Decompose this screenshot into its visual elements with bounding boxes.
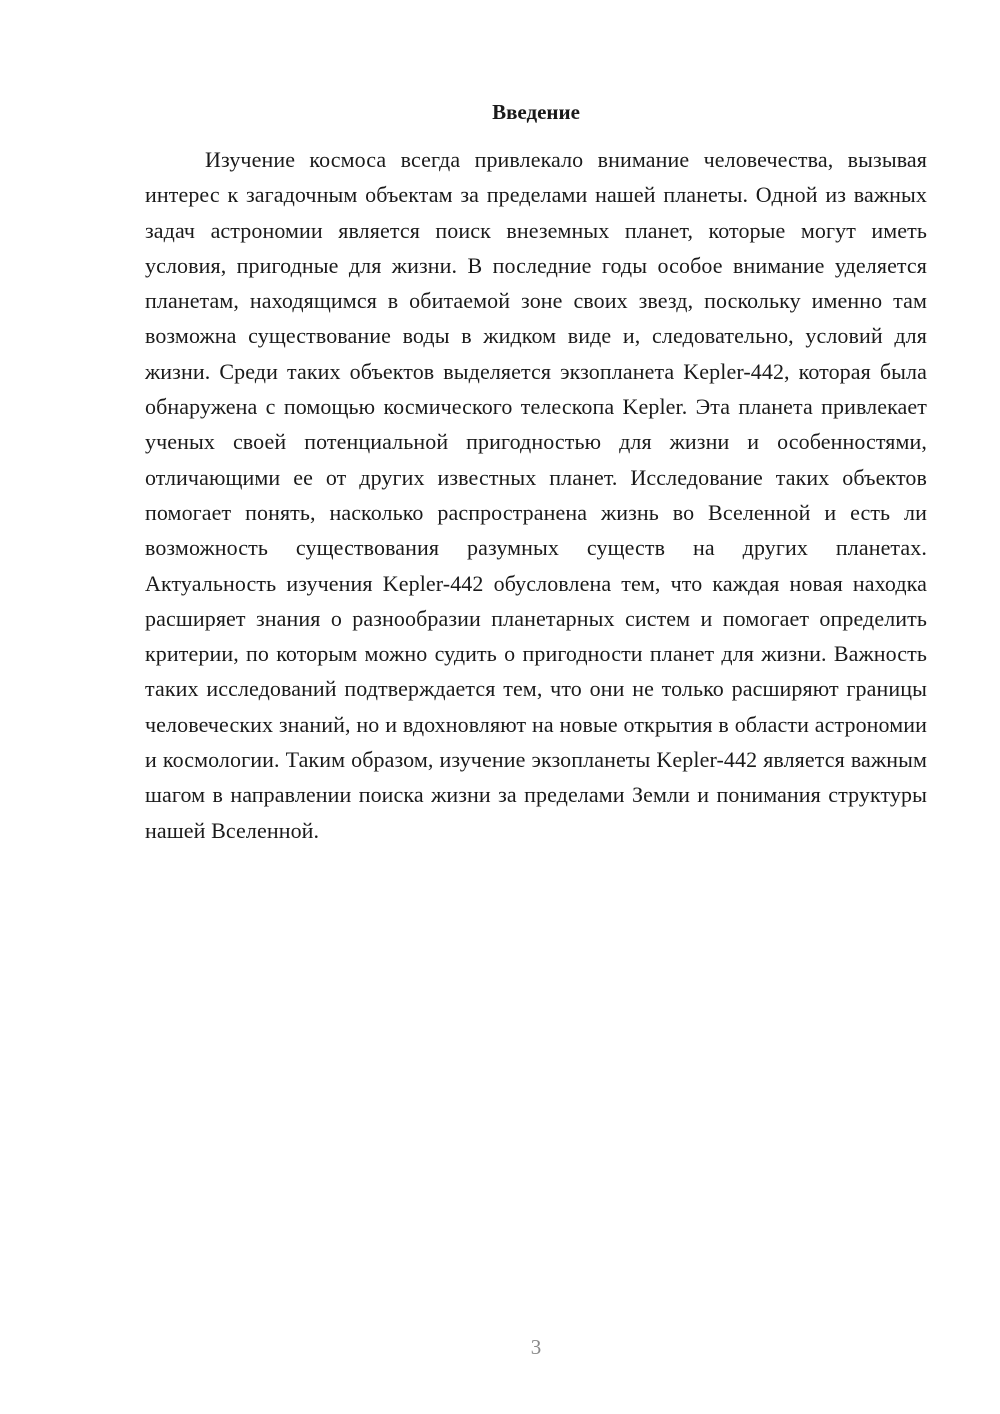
page-number: 3 [530,1335,542,1359]
section-heading: Введение [492,100,580,124]
body-paragraph: Изучение космоса всегда привлекало внимание человечества, вызывая интерес к загадочным объектам за пределами нашей планеты. Одной из важных задач астрономии является поиск внеземных планет, которые могут иметь условия, пригодные для жизни. В последние годы особое внимание уделяется планетам, находящимся в обитаемой зоне своих звезд, поскольку именно там возможна существование воды в жидком виде и, следовательно, условий для жизни. Среди таких объектов выделяется экзопланета Kepler-442, которая была обнаружена с помощью космического телескопа Kepler. Эта планета привлекает ученых своей потенциальной пригодностью для жизни и особенностями, отличающими ее от других известных планет. Исследование таких объектов помогает понять, насколько распространена жизнь во Вселенной и есть ли возможность существования разумных существ на других планетах. Актуальность изучения Kepler-442 обусловлена тем, что каждая новая находка расширяет знания о разнообразии планетарных систем и помогает определить критерии, по которым можно судить о пригодности планет для жизни. Важность таких исследований подтверждается тем, что они не только расширяют границы человеческих знаний, но и вдохновляют на новые открытия в области астрономии и космологии. Таким образом, изучение экзопланеты Kepler-442 является важным шагом в направлении поиска жизни за пределами Земли и понимания структуры нашей Вселенной. [145,147,927,843]
